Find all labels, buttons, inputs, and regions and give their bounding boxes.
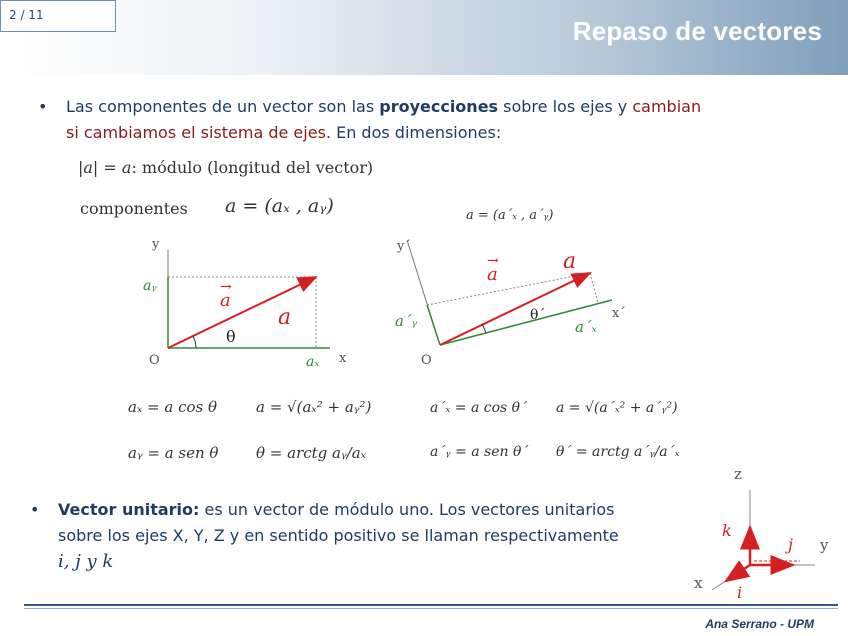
- magnitude-a-prime-label: a: [563, 249, 577, 274]
- bullet1-cambian: cambian: [632, 97, 702, 116]
- y-prime-label: y´: [397, 239, 411, 254]
- bullet-dot-2: •: [30, 500, 40, 519]
- formula-modulus-prime: a = √(a´ₓ² + a´ᵧ²): [556, 400, 678, 416]
- ay-prime-label: a´ᵧ: [395, 312, 418, 330]
- ay-prime-projection: [427, 305, 440, 345]
- bullet2-text-1: es un vector de módulo uno. Los vectores unitarios: [199, 500, 615, 519]
- components-formula: a = (aₓ , aᵧ): [225, 195, 334, 217]
- formula-theta: θ = arctg aᵧ/aₓ: [256, 444, 366, 462]
- theta-arc: [193, 336, 196, 348]
- bullet1-text-3: sobre los ejes y: [498, 97, 633, 116]
- diagram-original-axes: [143, 237, 347, 370]
- vector-prime-arrow-glyph: →: [487, 253, 499, 269]
- author-label: Ana Serrano - UPM: [705, 617, 814, 631]
- j-label: j: [788, 535, 793, 554]
- x-label-3d: x: [694, 574, 703, 592]
- vector-arrow-glyph: →: [220, 279, 232, 295]
- componentes-label: componentes: [80, 199, 188, 218]
- formula-ax: aₓ = a cos θ: [128, 398, 218, 416]
- bullet1-sistema-ejes: si cambiamos el sistema de ejes: [66, 123, 326, 142]
- formula-modulus: a = √(aₓ² + aᵧ²): [256, 398, 372, 416]
- components-formula-prime: a = (a´ₓ , a´ᵧ): [466, 208, 554, 223]
- slide-title: Repaso de vectores: [572, 16, 822, 46]
- formula-ay: aᵧ = a sen θ: [128, 444, 219, 462]
- y-label-3d: y: [820, 536, 829, 554]
- ax-prime-label: a´ₓ: [575, 318, 597, 336]
- bullet1-text-1: Las componentes de un vector son las: [66, 97, 380, 116]
- dotted-prime-2: [590, 273, 598, 303]
- ay-label: aᵧ: [143, 278, 157, 294]
- formula-ax-prime: a´ₓ = a cos θ´: [430, 400, 528, 416]
- modulo-definition: |a| = a: módulo (longitud del vector): [78, 158, 374, 177]
- ax-label: aₓ: [306, 354, 320, 370]
- i-vector: [726, 565, 750, 581]
- vector-a-prime-arrow: [440, 273, 590, 345]
- y-axis-label: y: [152, 237, 160, 252]
- origin-label: O: [149, 353, 160, 368]
- modulo-text: : módulo (longitud del vector): [131, 158, 374, 177]
- magnitude-a-label: a: [278, 305, 292, 330]
- diagram-rotated-axes: [395, 239, 626, 368]
- unit-vectors-ijk: i, j y k: [58, 551, 114, 572]
- page-indicator: 2 / 11: [0, 0, 116, 32]
- z-label: z: [734, 465, 742, 483]
- bullet-dot: •: [38, 97, 48, 116]
- formula-ay-prime: a´ᵧ = a sen θ´: [430, 444, 529, 460]
- vector-a-arrow: [168, 277, 316, 348]
- i-label: i: [737, 583, 743, 602]
- x-prime-label: x´: [612, 306, 626, 321]
- theta-prime-label: θ´: [530, 307, 546, 323]
- origin-prime-label: O: [421, 353, 432, 368]
- formula-theta-prime: θ´ = arctg a´ᵧ/a´ₓ: [556, 444, 680, 460]
- footer-rule-light: [24, 608, 838, 609]
- bullet-unit-vector: [30, 497, 668, 575]
- theta-prime-arc: [482, 324, 486, 333]
- vector-a-label: a: [220, 290, 231, 311]
- bullet2-text-2: sobre los ejes X, Y, Z y en sentido positivo se llaman respectivamente: [58, 526, 619, 545]
- theta-label: θ: [226, 327, 236, 346]
- bullet1-text-6: . En dos dimensiones:: [325, 123, 502, 142]
- unit-vector-heading: Vector unitario:: [58, 500, 200, 519]
- k-label: k: [722, 521, 732, 540]
- footer-rule: [24, 604, 838, 606]
- vector-a-prime-label: a: [487, 264, 498, 285]
- bullet1-proyecciones: proyecciones: [379, 97, 499, 116]
- diagram-unit-vectors: [694, 465, 829, 602]
- x-axis-label: x: [339, 351, 347, 366]
- dotted-prime-1: [427, 273, 590, 305]
